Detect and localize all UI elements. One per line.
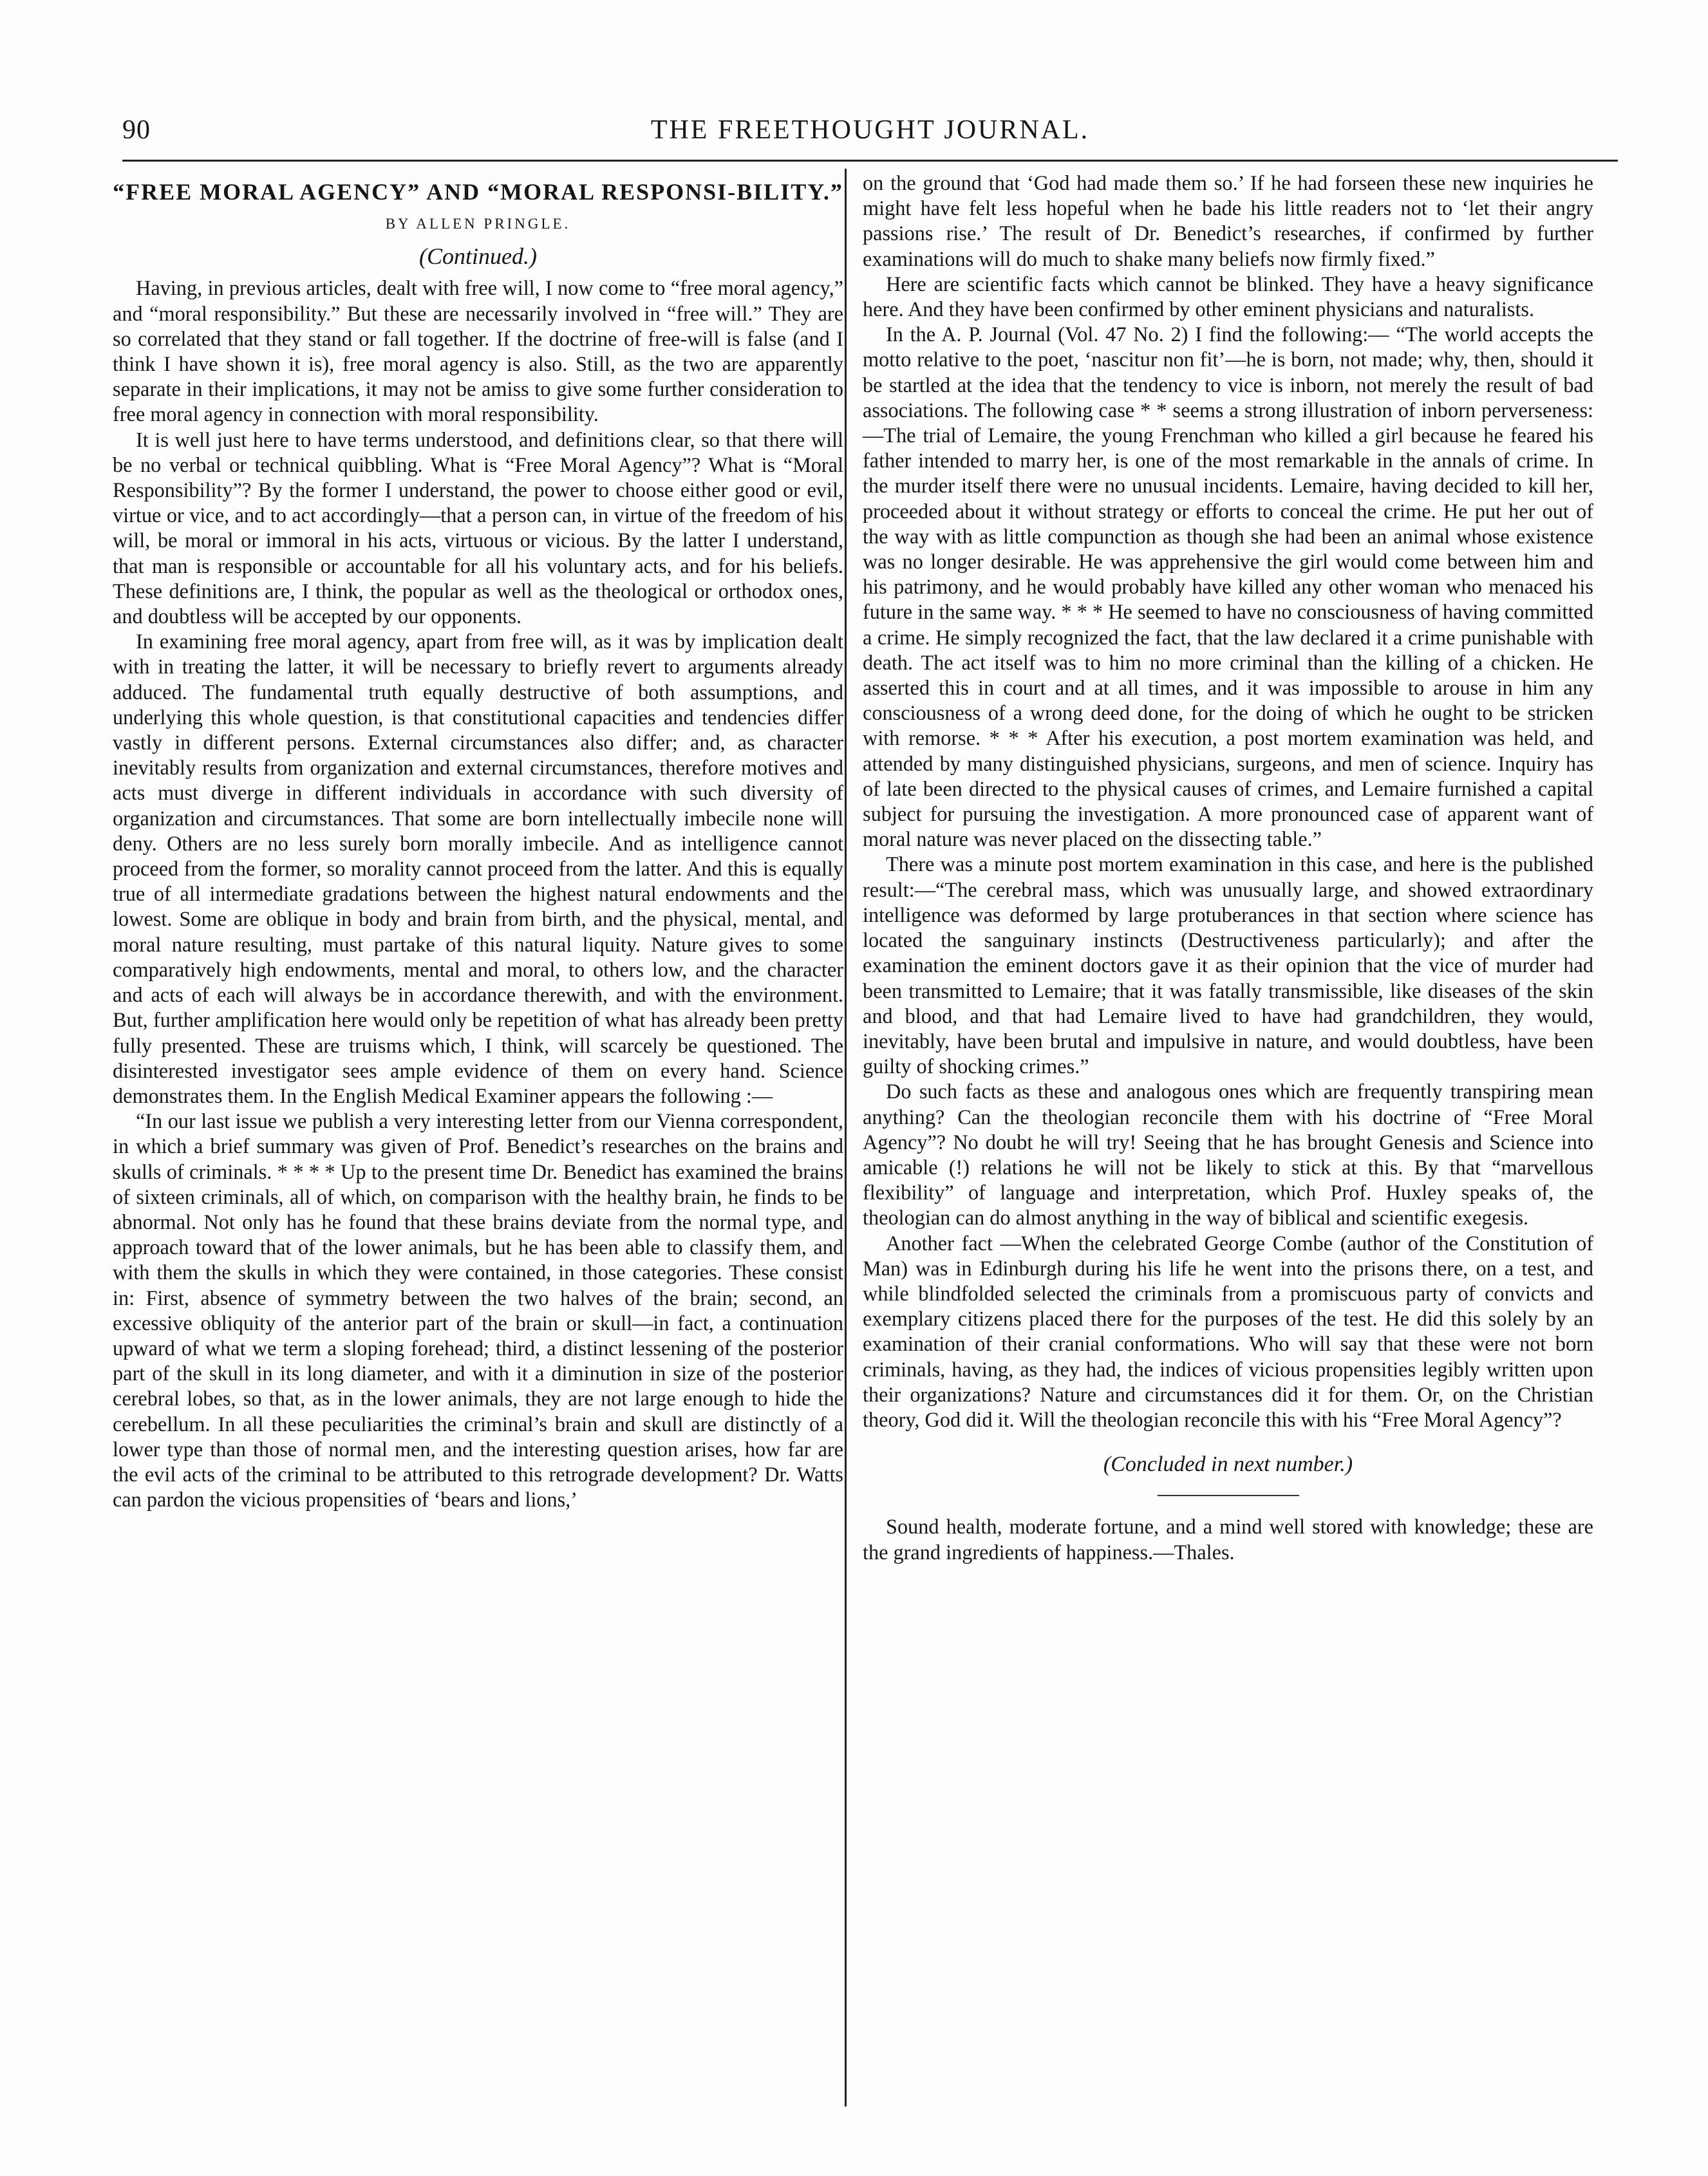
right-column xyxy=(863,171,1593,1565)
article-paragraph: In the A. P. Journal (Vol. 47 No. 2) I find the following:— “The world accepts the motto relative to the poet, ‘nascitur non fit’—he is born, not made; why, then, should it be startled at the idea that the tendency to vice is inborn, not merely the result of bad associations. The following case * * seems a strong illustration of inborn perverseness:—The trial of Lemaire, the young Frenchman who killed a girl because he feared his father intended to marry her, is one of the most remarkable in the annals of crime. In the murder itself there were no unusual incidents. Lemaire, having decided to kill her, proceeded about it without strategy or efforts to conceal the crime. He put her out of the way with as little compunction as though she had been an animal whose existence was no longer desirable. He was apprehensive the girl would come between him and his patrimony, and he would probably have killed any other woman who menaced his future in the same way. * * * He seemed to have no consciousness of having committed a crime. He simply recognized the fact, that the law declared it a crime punishable with death. The act itself was to him no more criminal than the killing of a chicken. He asserted this in court and at all times, and it was impossible to arouse in him any consciousness of a wrong deed done, for the doing of which he ought to be stricken with remorse. * * * After his execution, a post mortem examination was held, and attended by many distinguished physicians, surgeons, and men of science. Inquiry has of late been directed to the physical causes of crimes, and Lemaire furnished a capital subject for pursuing the investigation. A more pronounced case of apparent want of moral nature was never placed on the dissecting table.” xyxy=(863,323,1593,851)
article-paragraph: Here are scientific facts which cannot be blinked. They have a heavy significance here. And they have been confirmed by other eminent physicians and naturalists. xyxy=(863,272,1593,321)
filler-quote: Sound health, moderate fortune, and a mind well stored with knowledge; these are the grand ingredients of happiness.—Thales. xyxy=(863,1515,1593,1564)
block-quote xyxy=(113,1109,843,1512)
article-paragraph: It is well just here to have terms understood, and definitions clear, so that there will be no verbal or technical quibbling. What is “Free Moral Agency”? What is “Moral Responsibility”? By the former I understand, the power to choose either good or evil, virtue or vice, and to act accordingly—that a person can, in virtue of the freedom of his will, be moral or immoral in his acts, virtuous or vicious. By the latter I understand, that man is responsible or accountable for all his voluntary acts, and for his beliefs. These definitions are, I think, the popular as well as the theological or orthodox ones, and doubtless will be accepted by our opponents. xyxy=(113,427,843,628)
quote-paragraph: “In our last issue we publish a very interesting letter from our Vienna correspondent, in which a brief summary was given of Prof. Benedict’s researches on the brains and skulls of criminals. * * * * Up to the present time Dr. Benedict has examined the brains of sixteen criminals, all of which, on comparison with the healthy brain, he finds to be abnormal. Not only has he found that these brains deviate from the normal type, and approach toward that of the lower animals, but he has been able to classify them, and with them the skulls in which they were contained, in those categories. These consist in: First, absence of symmetry between the two halves of the brain; second, an excessive obliquity of the anterior part of the brain or skull—in fact, a continuation upward of what we term a sloping forehead; third, a distinct lessening of the posterior part of the skull in its long diameter, and with it a diminution in size of the posterior cerebral lobes, so that, as in the lower animals, they are not large enough to hide the cerebellum. In all these peculiarities the criminal’s brain and skull are distinctly of a lower type than those of normal men, and the interesting question arises, how far are the evil acts of the criminal to be attributed to this retrograde development? Dr. Watts can pardon the vicious propensities of ‘bears and lions,’ xyxy=(113,1109,843,1512)
article-paragraph: In examining free moral agency, apart from free will, as it was by implication dealt with in treating the latter, it will be necessary to briefly revert to arguments already adduced. The fundamental truth equally destructive of both assumptions, and underlying this whole question, is that constitutional capacities and tendencies differ vastly in different persons. External circumstances also differ; and, as character inevitably results from organization and external circumstances, therefore motives and acts must diverge in different individuals in accordance with such diversity of organization and circumstances. That some are born intellectually imbecile none will deny. Others are no less surely born morally imbecile. And as intelligence cannot proceed from the former, so morality cannot proceed from the latter. And this is equally true of all intermediate gradations between the highest natural endowments and the lowest. Some are oblique in body and brain from birth, and the physical, mental, and moral nature resulting, must partake of this natural liquity. Nature gives to some comparatively high endowments, mental and moral, to others low, and the character and acts of each will always be in accordance therewith, and with the environment. But, further amplification here would only be repetition of what has already been pretty fully presented. These are truisms which, I think, will scarcely be questioned. The disinterested investigator sees ample evidence of them on every hand. Science demonstrates them. In the English Medical Examiner appears the following :— xyxy=(113,630,843,1107)
article-paragraph: on the ground that ‘God had made them so.’ If he had forseen these new inquiries he might have felt less hopeful when he bade his little readers not to ‘let their angry passions rise.’ The result of Dr. Benedict’s researches, if confirmed by further examinations will do much to shake many beliefs now firmly fixed.” xyxy=(863,171,1593,270)
section-rule xyxy=(1158,1495,1299,1496)
page-number: 90 xyxy=(122,115,151,145)
journal-title: THE FREETHOUGHT JOURNAL. xyxy=(650,115,1090,145)
left-column xyxy=(113,171,843,1512)
article-paragraph: Having, in previous articles, dealt with free will, I now come to “free moral agency,” and “moral responsibility.” But these are necessarily involved in “free will.” They are so correlated that they stand or fall together. If the doctrine of free-will is false (and I think I have shown it is), free moral agency is also. Still, as the two are apparently separate in their implications, it may not be amiss to give some further consideration to free moral agency in connection with moral responsibility. xyxy=(113,276,843,426)
article-paragraph: There was a minute post mortem examination in this case, and here is the published result:—“The cerebral mass, which was unusually large, and showed extraordinary intelligence was deformed by large protuberances in that section where science has located the sanguinary instincts (Destructiveness particularly); and after the examination the eminent doctors gave it as their opinion that the vice of murder had been transmitted to Lemaire; that it was fatally transmissible, like diseases of the skin and blood, and that had Lemaire lived to have had grandchildren, they would, inevitably, have been brutal and impulsive in nature, and would doubtless, have been guilty of shocking crimes.” xyxy=(863,852,1593,1078)
header-rule xyxy=(122,160,1618,162)
column-divider xyxy=(845,169,847,2106)
article-title: “FREE MORAL AGENCY” AND “MORAL RESPONSI-BILITY.” xyxy=(113,179,843,205)
running-head xyxy=(122,115,1618,153)
continued-note: (Continued.) xyxy=(419,243,537,270)
article-byline: BY ALLEN PRINGLE. xyxy=(385,216,571,232)
concluded-note: (Concluded in next number.) xyxy=(1103,1452,1353,1477)
article-paragraph: Another fact —When the celebrated George Combe (author of the Constitution of Man) was in Edinburgh during his life he went into the prisons there, on a test, and while blindfolded selected the criminals from a promiscuous party of convicts and exemplary citizens placed there for the purposes of the test. He did this solely by an examination of their cranial conformations. Who will say that these were not born criminals, having, as they had, the indices of vicious propensities legibly written upon their organizations? Nature and circumstances did it for them. Or, on the Christian theory, God did it. Will the theologian reconcile this with his “Free Moral Agency”? xyxy=(863,1231,1593,1431)
article-paragraph: Do such facts as these and analogous ones which are frequently transpiring mean anything? Can the theologian reconcile them with his doctrine of “Free Moral Agency”? No doubt he will try! Seeing that he has brought Genesis and Science into amicable (!) relations he will not be likely to stick at this. By that “marvellous flexibility” of language and interpretation, which Prof. Huxley speaks of, the theologian can do almost anything in the way of biblical and scientific exegesis. xyxy=(863,1080,1593,1230)
